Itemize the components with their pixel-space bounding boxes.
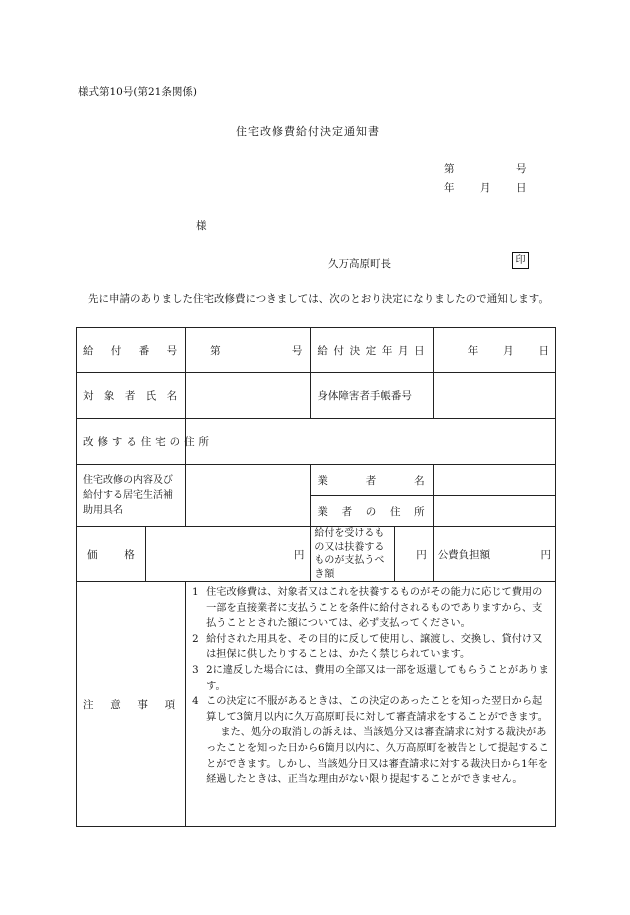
label-char: 対 <box>83 390 94 402</box>
note-number: 1 <box>192 587 199 598</box>
note-item <box>192 585 549 632</box>
subject-name-cell[interactable] <box>186 373 311 419</box>
grant-number-cell[interactable] <box>186 328 311 373</box>
header-year: 年 <box>444 182 455 194</box>
label-char: 番 <box>138 344 150 357</box>
label-char: 月 <box>398 344 409 357</box>
label-char: 名 <box>166 390 178 402</box>
label-char: 項 <box>164 698 176 711</box>
label-char: 付 <box>333 344 345 357</box>
label-char: 付 <box>110 344 122 357</box>
public-burden-cell[interactable] <box>433 527 555 582</box>
label-char: 住 <box>140 436 152 448</box>
renovation-content-label: 住宅改修の内容及び給付する居宅生活補助用具名 <box>77 465 186 527</box>
label-char: 名 <box>414 474 425 487</box>
label-char: 年 <box>381 344 393 357</box>
label-char: 所 <box>198 436 209 448</box>
label-char: 者 <box>341 505 353 518</box>
vendor-name-cell[interactable] <box>433 465 555 496</box>
seal-mark: 印 <box>512 252 529 269</box>
vendor-address-cell[interactable] <box>433 496 555 527</box>
handbook-number-label: 身体障害者手帳番号 <box>311 373 433 419</box>
label-char: 号 <box>166 344 178 357</box>
renovation-content-cell[interactable] <box>186 465 311 527</box>
decision-date-cell[interactable] <box>433 328 555 373</box>
form-id: 様式第10号(第21条関係) <box>78 86 197 98</box>
note-item <box>192 694 549 725</box>
label-char: 住 <box>184 436 195 448</box>
label-char: 業 <box>317 505 328 518</box>
public-burden-label: 公費負担額 <box>437 548 491 561</box>
number-suffix: 号 <box>516 163 527 175</box>
number-prefix: 第 <box>444 163 455 175</box>
public-burden-yen-unit: 円 <box>540 548 551 561</box>
label-char: 氏 <box>145 390 157 402</box>
note-number: 3 <box>192 664 199 676</box>
label-char: 宅 <box>155 436 166 448</box>
price-cell[interactable] <box>145 527 311 582</box>
label-char: 者 <box>365 474 377 487</box>
note-text: 2に違反した場合には、費用の全部又は一部を返還してもらうことがあります。 <box>206 664 549 692</box>
vendor-address-label-cell <box>311 496 433 527</box>
label-char: 決 <box>349 344 361 357</box>
note-number: 4 <box>192 696 199 708</box>
label-char: 意 <box>110 698 121 711</box>
label-char: る <box>126 436 137 448</box>
price-yen-unit: 円 <box>293 548 305 561</box>
label-char: 住 <box>389 505 401 518</box>
renovation-address-cell[interactable] <box>186 419 556 465</box>
intro-text: 先に申請のありました住宅改修費につきましては、次のとおり決定になりましたので通知します。 <box>88 293 549 305</box>
copay-cell[interactable] <box>395 527 433 582</box>
note-text: 給付された用具を、その目的に反して使用し、譲渡し、交換し、貸付け又は担保に供したりすることは、かたく禁じられています。 <box>206 633 543 661</box>
note-item <box>192 632 549 663</box>
label-char: の <box>169 436 181 448</box>
label-char: 給 <box>83 344 94 357</box>
vendor-name-label-cell <box>311 465 433 496</box>
note-text: この決定に不服があるときは、この決定のあったことを知った翌日から起算して3箇月以内に久万高原町長に対して審査請求をすることができます。 <box>206 696 548 723</box>
label-char: の <box>365 505 377 518</box>
notes-content <box>186 582 556 827</box>
decision-date-label-cell <box>311 328 433 373</box>
header-day: 日 <box>516 182 527 194</box>
subject-name-label-cell <box>77 373 186 419</box>
copay-label: 給付を受けるもの又は扶養するものが支払うべき額 <box>311 527 395 582</box>
note-paragraph: また、処分の取消しの訴えは、当該処分又は審査請求に対する裁決があったことを知った日から6箇月以内に、久万高原町を被告として提起することができます。しかし、当該処分日又は審査請求に対する裁決日から1年を経過したときは、正当な理由がない限り提起することができません。 <box>206 727 549 786</box>
note-text: 住宅改修費は、対象者又はこれを扶養するものがその能力に応じて費用の一部を直接業者に支払うことを条件に給付されるものでありますから、支払うこととされた額については、必ず支払ってください。 <box>206 587 543 630</box>
price-label-cell <box>77 527 146 582</box>
note-item <box>192 663 549 694</box>
label-char: す <box>111 436 123 448</box>
grant-number-prefix: 第 <box>210 344 221 357</box>
copay-yen-unit: 円 <box>416 548 427 561</box>
header-month: 月 <box>480 182 491 194</box>
grant-number-suffix: 号 <box>291 344 303 357</box>
label-char: 象 <box>103 390 115 402</box>
recipient-honorific: 様 <box>196 220 207 232</box>
label-char: 事 <box>137 698 148 711</box>
notice-table <box>76 327 556 827</box>
decision-day: 日 <box>538 344 549 357</box>
label-char: 価 <box>87 548 98 561</box>
handbook-number-cell[interactable] <box>433 373 555 419</box>
document-title: 住宅改修費給付決定通知書 <box>236 125 380 138</box>
issuer-name: 久万高原町長 <box>328 258 391 270</box>
decision-month: 月 <box>503 344 514 357</box>
renovation-address-label-cell <box>77 419 209 465</box>
label-char: 改 <box>83 436 94 448</box>
decision-year: 年 <box>467 344 479 357</box>
label-char: 者 <box>124 390 136 402</box>
label-char: 業 <box>317 474 328 487</box>
label-char: 定 <box>365 344 377 357</box>
label-char: 修 <box>97 436 108 448</box>
label-char: 日 <box>414 344 425 357</box>
grant-number-label-cell <box>77 328 186 373</box>
label-char: 給 <box>317 344 328 357</box>
notes-label-cell <box>77 582 186 827</box>
note-number: 2 <box>192 633 199 645</box>
label-char: 格 <box>124 548 135 561</box>
label-char: 所 <box>414 505 425 518</box>
label-char: 注 <box>83 698 94 711</box>
